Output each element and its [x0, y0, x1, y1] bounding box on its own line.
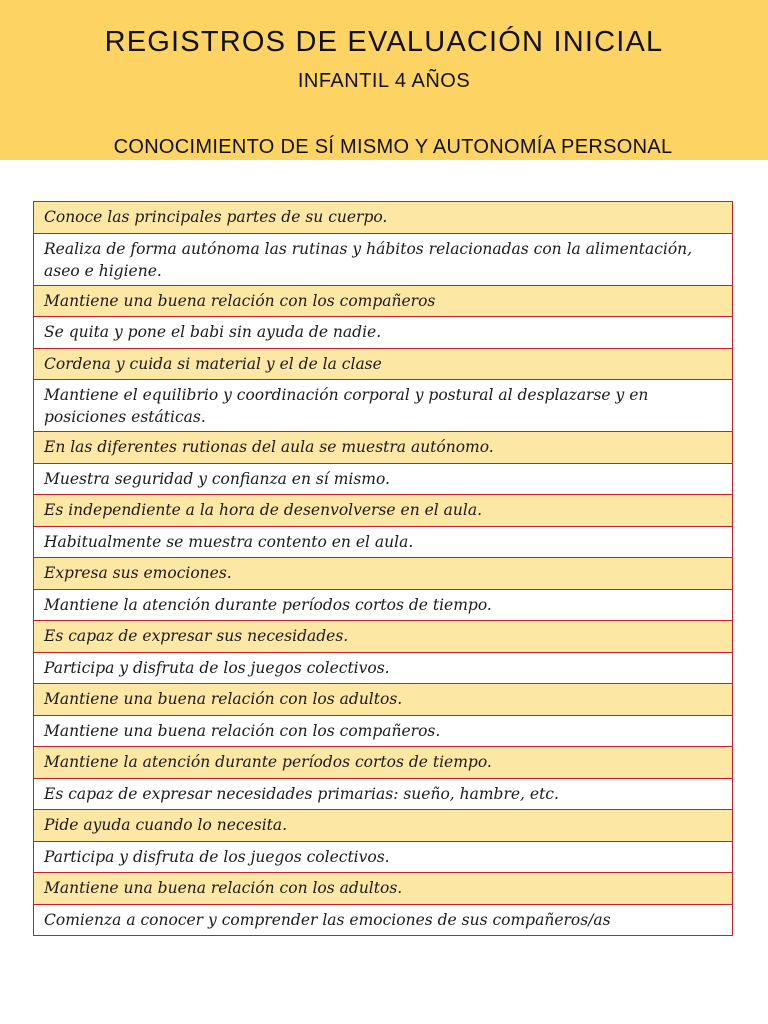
table-row: Mantiene una buena relación con los compañeros.	[33, 716, 733, 748]
table-row: Comienza a conocer y comprender las emociones de sus compañeros/as	[33, 905, 733, 937]
header-banner	[0, 0, 768, 160]
table-row: Mantiene la atención durante períodos cortos de tiempo.	[33, 747, 733, 779]
section-title: CONOCIMIENTO DE SÍ MISMO Y AUTONOMÍA PERSONAL	[113, 136, 673, 158]
evaluation-table	[33, 201, 733, 936]
table-row: Es capaz de expresar sus necesidades.	[33, 621, 733, 653]
table-row: Mantiene el equilibrio y coordinación corporal y postural al desplazarse y en posiciones estáticas.	[33, 380, 733, 432]
table-row: Expresa sus emociones.	[33, 558, 733, 590]
page-title: REGISTROS DE EVALUACIÓN INICIAL	[104, 26, 664, 58]
table-row: Realiza de forma autónoma las rutinas y hábitos relacionadas con la alimentación, aseo e higiene.	[33, 234, 733, 286]
table-row: Muestra seguridad y confianza en sí mismo.	[33, 464, 733, 496]
table-row: Se quita y pone el babi sin ayuda de nadie.	[33, 317, 733, 349]
table-row: Mantiene una buena relación con los compañeros	[33, 286, 733, 318]
table-row: Pide ayuda cuando lo necesita.	[33, 810, 733, 842]
table-row: Conoce las principales partes de su cuerpo.	[33, 202, 733, 234]
table-row: Cordena y cuida si material y el de la clase	[33, 349, 733, 381]
table-row: Participa y disfruta de los juegos colectivos.	[33, 653, 733, 685]
table-row: Es independiente a la hora de desenvolverse en el aula.	[33, 495, 733, 527]
page-subtitle: INFANTIL 4 AÑOS	[297, 70, 471, 92]
table-row: Mantiene una buena relación con los adultos.	[33, 684, 733, 716]
table-row: Participa y disfruta de los juegos colectivos.	[33, 842, 733, 874]
table-row: Habitualmente se muestra contento en el aula.	[33, 527, 733, 559]
table-row: En las diferentes rutionas del aula se muestra autónomo.	[33, 432, 733, 464]
table-row: Es capaz de expresar necesidades primarias: sueño, hambre, etc.	[33, 779, 733, 811]
table-row: Mantiene una buena relación con los adultos.	[33, 873, 733, 905]
table-row: Mantiene la atención durante períodos cortos de tiempo.	[33, 590, 733, 622]
